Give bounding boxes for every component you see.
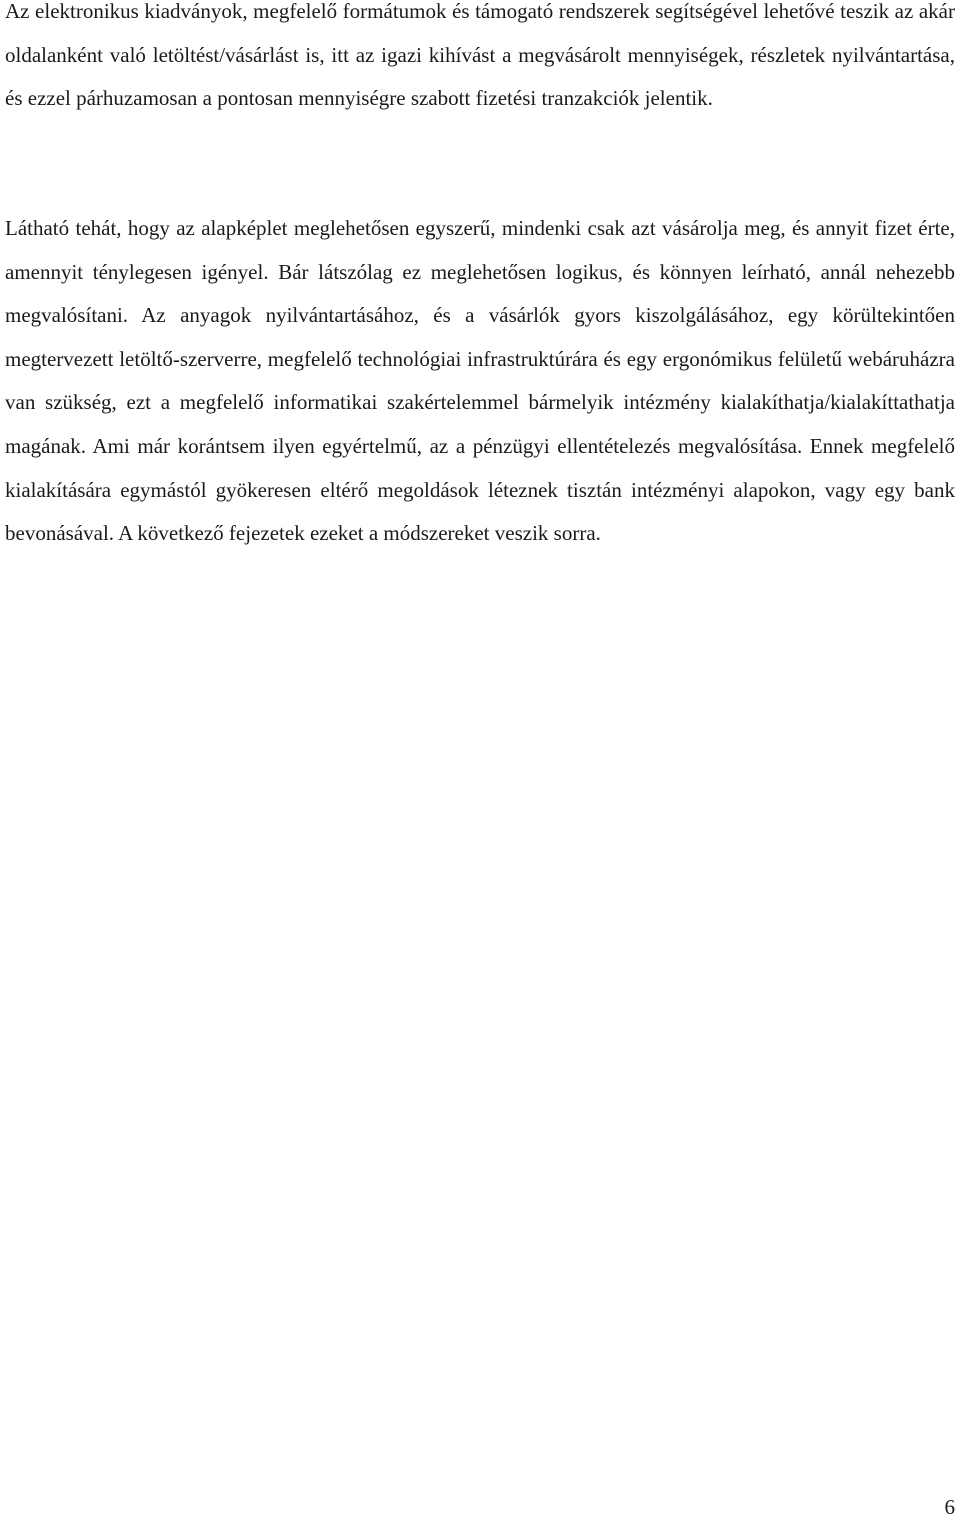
body-paragraph-2: Látható tehát, hogy az alapképlet meglehetősen egyszerű, mindenki csak azt vásárolja meg, és annyit fizet érte, amennyit ténylegesen igényel. Bár látszólag ez meglehetősen logikus, és könnyen leírható, annál nehezebb megvalósítani. Az anyagok nyilvántartásához, és a vásárlók gyors kiszolgálásához, egy körültekintően megtervezett letöltő-szerverre, megfelelő technológiai infrastruktúrára és egy ergonómikus felületű webáruházra van szükség, ezt a megfelelő informatikai szakértelemmel bármelyik intézmény kialakíthatja/kialakíttathatja magának. Ami már korántsem ilyen egyértelmű, az a pénzügyi ellentételezés megvalósítása. Ennek megfelelő kialakítására egymástól gyökeresen eltérő megoldások léteznek tisztán intézményi alapokon, vagy egy bank bevonásával. A következő fejezetek ezeket a módszereket veszik sorra.: [5, 216, 955, 546]
body-paragraph-1: Az elektronikus kiadványok, megfelelő formátumok és támogató rendszerek segítségével lehetővé teszik az akár oldalanként való letöltést/vásárlást is, itt az igazi kihívást a megvásárolt mennyiségek, részletek nyilvántartása, és ezzel párhuzamosan a pontosan mennyiségre szabott fizetési tranzakciók jelentik.: [5, 0, 955, 111]
page-number: 6: [944, 1495, 955, 1519]
